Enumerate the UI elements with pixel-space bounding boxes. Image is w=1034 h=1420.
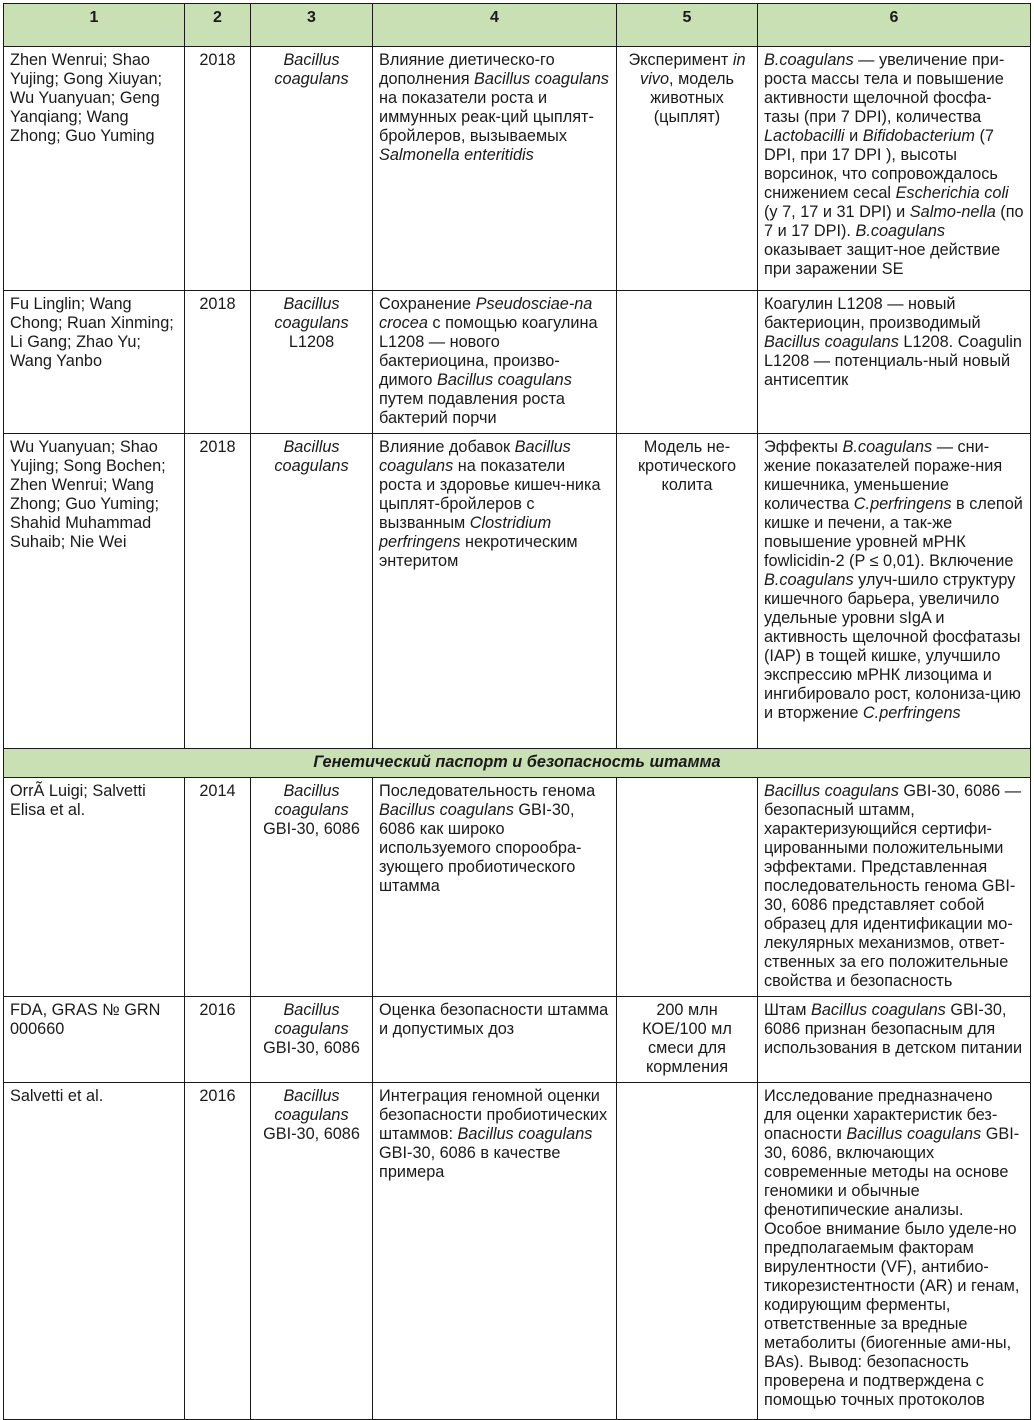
latin-term: Bacillus coagulans: [474, 70, 609, 88]
column-header-2: 2: [185, 4, 251, 47]
strain-cell: [251, 434, 373, 749]
latin-term: Lactobacilli: [764, 127, 845, 145]
text-segment: Эксперимент: [628, 51, 733, 69]
text-segment: путем подавления роста бактерий порчи: [379, 390, 565, 427]
strain-line: GBI-30, 6086: [263, 1125, 360, 1143]
section-title: Генетический паспорт и безопасность штамма: [4, 749, 1031, 778]
text-segment: GBI-30, 6086 — безопасный штамм, характеризующийся сертифи-цированными положительными эффектами. Представленная последовательность генома GBI-30, 6086 представляет собой образец для идентификации мо-лекулярных механизмов, ответ-ственных за его положительные свойства и безопасность: [764, 782, 1022, 990]
column-header-1: 1: [4, 4, 185, 47]
table-row: [4, 1083, 1031, 1420]
header-row: [4, 4, 1031, 47]
result-cell: [758, 291, 1031, 434]
latin-term: B.coagulans: [855, 222, 946, 240]
model-cell: [617, 47, 758, 291]
text-segment: GBI-30, 6086 признан безопасным для использования в детском питании: [764, 1001, 1023, 1057]
strain-line: coagulans: [274, 70, 349, 88]
year-cell: 2014: [185, 778, 251, 997]
strain-line: Bacillus: [283, 1087, 340, 1105]
strain-cell: [251, 997, 373, 1083]
text-segment: Оценка безопасности штамма и допустимых доз: [379, 1001, 609, 1038]
latin-term: in vivo: [640, 51, 746, 88]
latin-term: Salmonella enteritidis: [379, 146, 534, 164]
model-cell: [617, 778, 758, 997]
title-cell: [373, 434, 617, 749]
title-cell: [373, 291, 617, 434]
model-cell: [617, 434, 758, 749]
latin-term: Bacillus coagulans: [846, 1125, 982, 1143]
result-cell: [758, 47, 1031, 291]
text-segment: Интеграция геномной оценки безопасности пробиотических штаммов:: [379, 1087, 608, 1143]
text-segment: GBI-30, 6086, включающих современные методы на основе геномики и обычные фенотипические анализы. Особое внимание было уделе-но предполагаемым факторам вирулентности (VF), антибио-тикорезистентности (AR) и генам, кодирующим ферменты, ответственные за вредные метаболиты (биогенные ами-ны, BAs). Вывод: безопасность проверена и подтверждена с помощью точных протоколов: [764, 1125, 1020, 1409]
table-row: [4, 778, 1031, 997]
latin-term: Bifidobacterium: [862, 127, 975, 145]
latin-term: B.coagulans: [764, 571, 854, 589]
column-header-3: 3: [251, 4, 373, 47]
result-cell: [758, 434, 1031, 749]
text-segment: оказывает защит-ное действие при заражении SE: [764, 241, 1001, 278]
strain-line: coagulans: [274, 1020, 349, 1038]
text-segment: на показатели роста и здоровье кишеч-ника цыплят-бройлеров с вызванным: [379, 457, 601, 532]
table-row: [4, 47, 1031, 291]
text-segment: Последовательность генома: [379, 782, 596, 800]
latin-term: Bacillus coagulans: [437, 371, 572, 389]
text-segment: (у 7, 17 и 31 DPI) и: [764, 203, 910, 221]
text-segment: на показатели роста и иммунных реак-ций цыплят-бройлеров, вызываемых: [379, 89, 594, 145]
authors-cell: Salvetti et al.: [4, 1083, 185, 1420]
authors-cell: OrrÃ Luigi; Salvetti Elisa et al.: [4, 778, 185, 997]
strain-cell: [251, 1083, 373, 1420]
title-cell: [373, 778, 617, 997]
strain-line: coagulans: [274, 801, 349, 819]
authors-cell: FDA, GRAS № GRN 000660: [4, 997, 185, 1083]
text-segment: улуч-шило структуру кишечного барьера, увеличило удельные уровни sIgA и активность щелочной фосфатазы (IAP) в тощей кишке, улучшило экспрессию мРНК лизоцима и ингибировало рост, колониза-цию и вторжение: [764, 571, 1021, 722]
latin-term: C.perfringens: [853, 495, 952, 513]
model-cell: [617, 291, 758, 434]
text-segment: GBI-30, 6086 как широко используемого спорообра-зующего пробиотического штамма: [379, 801, 582, 895]
text-segment: , модель животных (цыплят): [650, 70, 734, 126]
authors-cell: Fu Linglin; Wang Chong; Ruan Xinming; Li Gang; Zhao Yu; Wang Yanbo: [4, 291, 185, 434]
title-cell: [373, 1083, 617, 1420]
strain-line: Bacillus: [283, 782, 340, 800]
authors-cell: Zhen Wenrui; Shao Yujing; Gong Xiuyan; Wu Yuanyuan; Geng Yanqiang; Wang Zhong; Guo Yuming: [4, 47, 185, 291]
text-segment: 200 млн КОЕ/100 мл смеси для кормления: [642, 1001, 732, 1076]
latin-term: Escherichia coli: [895, 184, 1009, 202]
literature-table: [3, 3, 1031, 1420]
strain-cell: [251, 47, 373, 291]
strain-line: coagulans: [274, 457, 349, 475]
strain-cell: [251, 291, 373, 434]
strain-cell: [251, 778, 373, 997]
result-cell: [758, 997, 1031, 1083]
year-cell: 2018: [185, 47, 251, 291]
section-row: [4, 749, 1031, 778]
year-cell: 2016: [185, 1083, 251, 1420]
text-segment: Исследование предназначено для оценки характеристик без-опасности: [764, 1087, 998, 1143]
result-cell: [758, 1083, 1031, 1420]
strain-line: coagulans: [274, 314, 349, 332]
strain-line: coagulans: [274, 1106, 349, 1124]
latin-term: C.perfringens: [862, 704, 961, 722]
strain-line: Bacillus: [283, 295, 340, 313]
text-segment: Влияние диетическо-го дополнения: [379, 51, 555, 88]
text-segment: и: [844, 127, 863, 145]
year-cell: 2018: [185, 291, 251, 434]
strain-line: Bacillus: [283, 51, 340, 69]
year-cell: 2016: [185, 997, 251, 1083]
strain-line: L1208: [288, 333, 335, 351]
latin-term: Bacillus coagulans: [810, 1001, 946, 1019]
model-cell: [617, 1083, 758, 1420]
latin-term: Clostridium perfringens: [379, 514, 552, 551]
latin-term: B.coagulans: [764, 51, 854, 69]
column-header-4: 4: [373, 4, 617, 47]
text-segment: в слепой кишке и печени, а так-же повышение уровней мРНК fowlicidin-2 (P ≤ 0,01). Включение: [764, 495, 1023, 570]
model-cell: [617, 997, 758, 1083]
text-segment: Сохранение: [379, 295, 476, 313]
strain-line: GBI-30, 6086: [263, 820, 360, 838]
latin-term: Salmo-nella: [909, 203, 996, 221]
latin-term: B.coagulans: [842, 438, 933, 456]
table-row: [4, 434, 1031, 749]
latin-term: Bacillus coagulans: [457, 1125, 593, 1143]
strain-line: Bacillus: [283, 438, 340, 456]
table-row: [4, 291, 1031, 434]
latin-term: Bacillus coagulans: [379, 438, 571, 475]
strain-line: Bacillus: [283, 1001, 340, 1019]
text-segment: GBI-30, 6086 в качестве примера: [379, 1144, 561, 1181]
strain-line: GBI-30, 6086: [263, 1039, 360, 1057]
result-cell: [758, 778, 1031, 997]
column-header-5: 5: [617, 4, 758, 47]
text-segment: Коагулин L1208 — новый бактериоцин, производимый: [764, 295, 981, 332]
text-segment: — увеличение при-роста массы тела и повышение активности щелочной фосфа-тазы (при 7 DPI), количества: [764, 51, 1005, 126]
text-segment: некротическим энтеритом: [379, 533, 578, 570]
column-header-6: 6: [758, 4, 1031, 47]
latin-term: Bacillus coagulans: [764, 333, 899, 351]
text-segment: L1208. Coagulin L1208 — потенциаль-ный новый антисептик: [764, 333, 1022, 389]
text-segment: Эффекты: [764, 438, 843, 456]
latin-term: Bacillus coagulans: [379, 801, 514, 819]
text-segment: Модель не-кротического колита: [637, 438, 737, 494]
title-cell: [373, 47, 617, 291]
latin-term: Bacillus coagulans: [764, 782, 899, 800]
table-row: [4, 997, 1031, 1083]
text-segment: (по 7 и 17 DPI).: [764, 203, 1024, 240]
latin-term: Pseudosciae-na crocea: [379, 295, 593, 332]
title-cell: [373, 997, 617, 1083]
text-segment: Штам: [764, 1001, 811, 1019]
text-segment: (7 DPI, при 17 DPI ), высоты ворсинок, что сопровождалось снижением cecal: [764, 127, 998, 202]
text-segment: Влияние добавок: [379, 438, 515, 456]
year-cell: 2018: [185, 434, 251, 749]
authors-cell: Wu Yuanyuan; Shao Yujing; Song Bochen; Zhen Wenrui; Wang Zhong; Guo Yuming; Shahid Muhammad Suhaib; Nie Wei: [4, 434, 185, 749]
text-segment: с помощью коагулина L1208 — нового бактериоцина, произво-димого: [379, 314, 598, 389]
text-segment: — сни-жение показателей пораже-ния кишечника, уменьшение количества: [764, 438, 1003, 513]
